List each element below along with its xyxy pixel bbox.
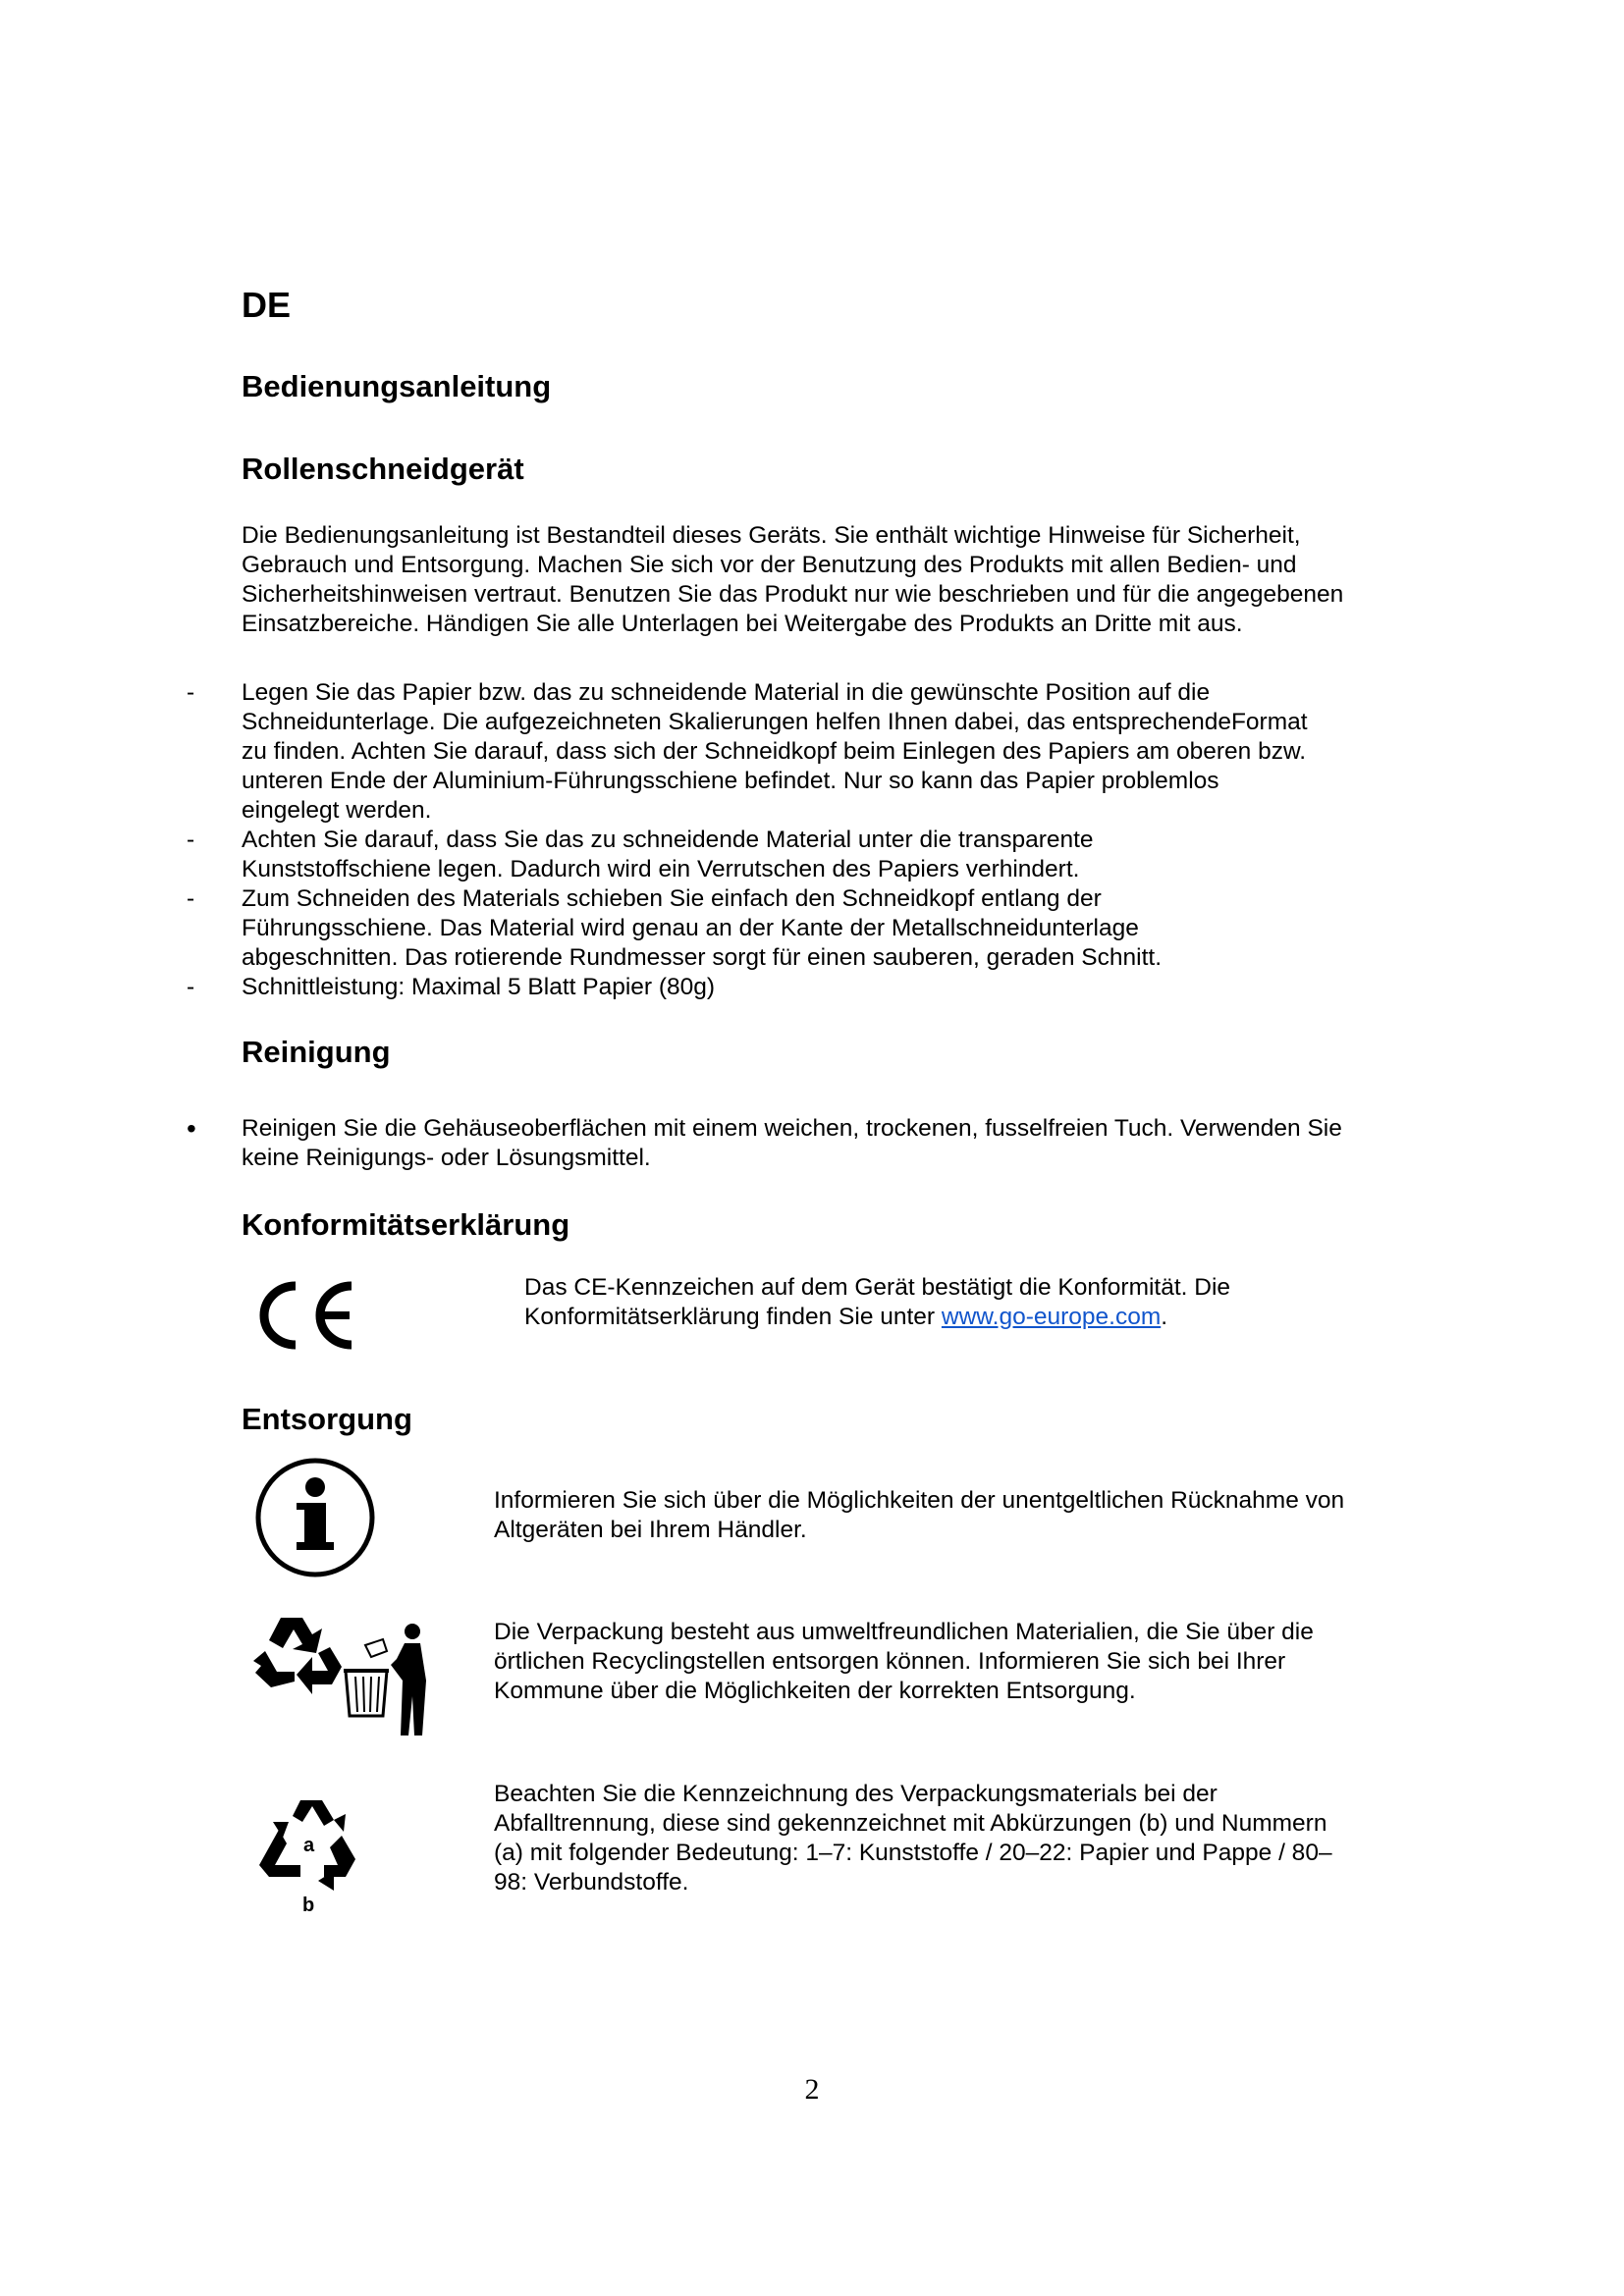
recycling-code-abbreviation: b bbox=[302, 1895, 315, 1916]
intro-paragraph: Die Bedienungsanleitung ist Bestandteil dieses Geräts. Sie enthält wichtige Hinweise für Sicherheit, Gebrauch und Entsorgung. Machen Sie sich vor der Benutzung des Produkts mit allen Bedien- und Sicherheitshinweisen vertraut. Benutzen Sie das Produkt nur wie beschrieben und für die angegebenen Einsatzbereiche. Händigen Sie alle Unterlagen bei Weitergabe des Produkts an Dritte mit aus. bbox=[242, 522, 1344, 637]
list-marker: - bbox=[187, 885, 195, 912]
list-marker: - bbox=[187, 827, 195, 853]
recycling-code-number: a bbox=[303, 1835, 315, 1856]
packaging-text: Die Verpackung besteht aus umweltfreundlichen Materialien, die Sie über die örtlichen Recyclingstellen entsorgen können. Informieren Sie sich bei Ihrer Kommune über die Möglichkeiten der korrekten Entsorgung. bbox=[494, 1619, 1314, 1704]
trash-bin-person-icon bbox=[342, 1622, 432, 1737]
conformity-text-start: Das CE-Kennzeichen auf dem Gerät bestätigt die Konformität. Die Konformitätserklärung finden Sie unter bbox=[524, 1274, 1231, 1330]
ce-mark-icon bbox=[251, 1276, 359, 1355]
info-text: Informieren Sie sich über die Möglichkeiten der unentgeltlichen Rücknahme von Altgeräten bei Ihrem Händler. bbox=[494, 1487, 1345, 1543]
conformity-link[interactable]: www.go-europe.com bbox=[941, 1304, 1162, 1330]
conformity-text-end: . bbox=[1161, 1304, 1168, 1330]
info-icon bbox=[253, 1456, 377, 1579]
conformity-heading: Konformitätserklärung bbox=[242, 1207, 570, 1242]
list-item: Achten Sie darauf, dass Sie das zu schneidende Material unter die transparente Kunststoffschiene legen. Dadurch wird ein Verrutschen des Papiers verhindert. bbox=[242, 827, 1094, 882]
list-marker: - bbox=[187, 679, 195, 706]
language-code: DE bbox=[242, 285, 292, 325]
document-title: Bedienungsanleitung bbox=[242, 369, 552, 403]
cleaning-heading: Reinigung bbox=[242, 1035, 391, 1069]
disposal-heading: Entsorgung bbox=[242, 1402, 412, 1436]
bullet-marker: • bbox=[187, 1113, 196, 1144]
list-item: Schnittleistung: Maximal 5 Blatt Papier (80g) bbox=[242, 974, 716, 1000]
page-number: 2 bbox=[804, 2073, 820, 2106]
list-item: Zum Schneiden des Materials schieben Sie einfach den Schneidkopf entlang der Führungsschiene. Das Material wird genau an der Kante der Metallschneidunterlage abgeschnitten. Das rotierende Rundmesser sorgt für einen sauberen, geraden Schnitt. bbox=[242, 885, 1163, 971]
list-item: Legen Sie das Papier bzw. das zu schneidende Material in die gewünschte Position auf die Schneidunterlage. Die aufgezeichneten Skalierungen helfen Ihnen dabei, das entsprechendeFormat zu finden. Achten Sie darauf, dass sich der Schneidkopf beim Einlegen des Papiers am oberen bzw. unteren Ende der Aluminium-Führungsschiene befindet. Nur so kann das Papier problemlos eingelegt werden. bbox=[242, 679, 1308, 824]
cleaning-text: Reinigen Sie die Gehäuseoberflächen mit einem weichen, trockenen, fusselfreien Tuch. Verwenden Sie keine Reinigungs- oder Lösungsmittel. bbox=[242, 1115, 1342, 1171]
conformity-text bbox=[524, 1273, 1408, 1332]
product-name: Rollenschneidgerät bbox=[242, 452, 524, 486]
recycle-icon bbox=[251, 1610, 345, 1700]
list-marker: - bbox=[187, 974, 195, 1000]
coding-text: Beachten Sie die Kennzeichnung des Verpackungsmaterials bei der Abfalltrennung, diese sind gekennzeichnet mit Abkürzungen (b) und Nummern (a) mit folgender Bedeutung: 1–7: Kunststoffe / 20–22: Papier und Pappe / 80– 98: Verbundstoffe. bbox=[494, 1781, 1332, 1896]
